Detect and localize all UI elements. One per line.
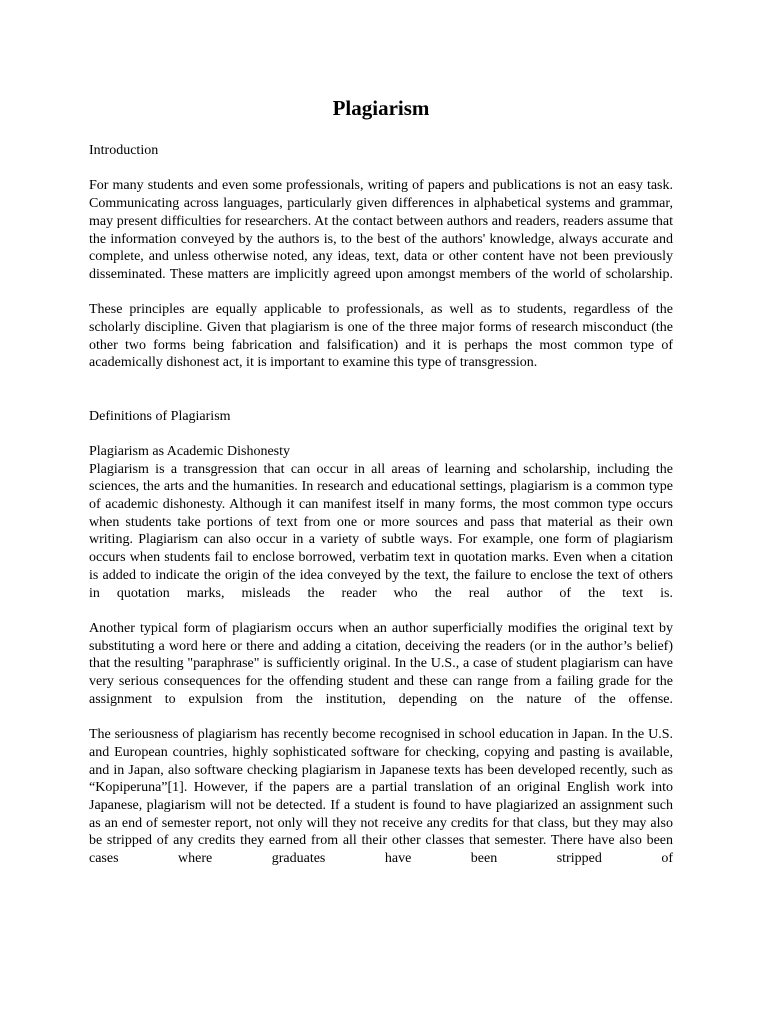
spacer bbox=[89, 708, 673, 726]
spacer bbox=[89, 602, 673, 620]
paragraph-intro-2: These principles are equally applicable to professionals, as well as to students, regardless of the scholarly discipline. Given that plagiarism is one of the three major forms of research misconduct (the other two forms being fabrication and falsification) and it is perhaps the most common type of academically dishonest act, it is important to examine this type of transgression. bbox=[89, 302, 673, 371]
spacer bbox=[89, 160, 673, 178]
section-heading-introduction: Introduction bbox=[89, 143, 159, 158]
paragraph-definitions-3: The seriousness of plagiarism has recently become recognised in school education in Japan. In the U.S. and European countries, highly sophisticated software for checking, copying and pasting is available, and in Japan, also software checking plagiarism in Japanese texts has been developed recently, such as “Kopiperuna”[1]. However, if the papers are a partial translation of an original English work into Japanese, plagiarism will not be detected. If a student is found to have plagiarized an assignment such as an end of semester report, not only will they not receive any credits for that class, but they may also be stripped of any credits they earned from all their other classes that semester. There have also been cases where graduates have been stripped of bbox=[89, 727, 673, 867]
paragraph-definitions-1: Plagiarism is a transgression that can occur in all areas of learning and scholarship, including the sciences, the arts and the humanities. In research and educational settings, plagiarism is a common type of academic dishonesty. Although it can manifest itself in many forms, the most common type occurs when students take portions of text from one or more sources and pass that material as their own writing. Plagiarism can also occur in a variety of subtle ways. For example, one form of plagiarism occurs when students fail to enclose borrowed, verbatim text in quotation marks. Even when a citation is added to indicate the origin of the idea conveyed by the text, the failure to enclose the text of others in quotation marks, misleads the reader who the real author of the text is. bbox=[89, 461, 673, 601]
paragraph-definitions-2: Another typical form of plagiarism occurs when an author superficially modifies the original text by substituting a word here or there and adding a citation, deceiving the readers (or in the author’s belief) that the resulting "paraphrase" is sufficiently original. In the U.S., a case of student plagiarism can have very serious consequences for the offending student and these can range from a failing grade for the assignment to expulsion from the institution, depending on the nature of the offense. bbox=[89, 620, 673, 707]
paragraph-intro-1: For many students and even some professionals, writing of papers and publications is not an easy task. Communicating across languages, particularly given differences in alphabetical systems and grammar, may present difficulties for researchers. At the contact between authors and readers, readers assume that the information conveyed by the authors is, to the best of the authors' knowledge, always accurate and complete, and unless otherwise noted, any ideas, text, data or other content have not been previously disseminated. These matters are implicitly agreed upon amongst members of the world of scholarship. bbox=[89, 178, 673, 282]
subheading-academic-dishonesty: Plagiarism as Academic Dishonesty bbox=[89, 443, 291, 459]
document-title: Plagiarism bbox=[332, 96, 430, 120]
document-page bbox=[89, 94, 673, 868]
spacer bbox=[89, 372, 673, 407]
section-heading-definitions: Definitions of Plagiarism bbox=[89, 408, 231, 424]
spacer bbox=[89, 425, 673, 443]
spacer bbox=[89, 284, 673, 302]
